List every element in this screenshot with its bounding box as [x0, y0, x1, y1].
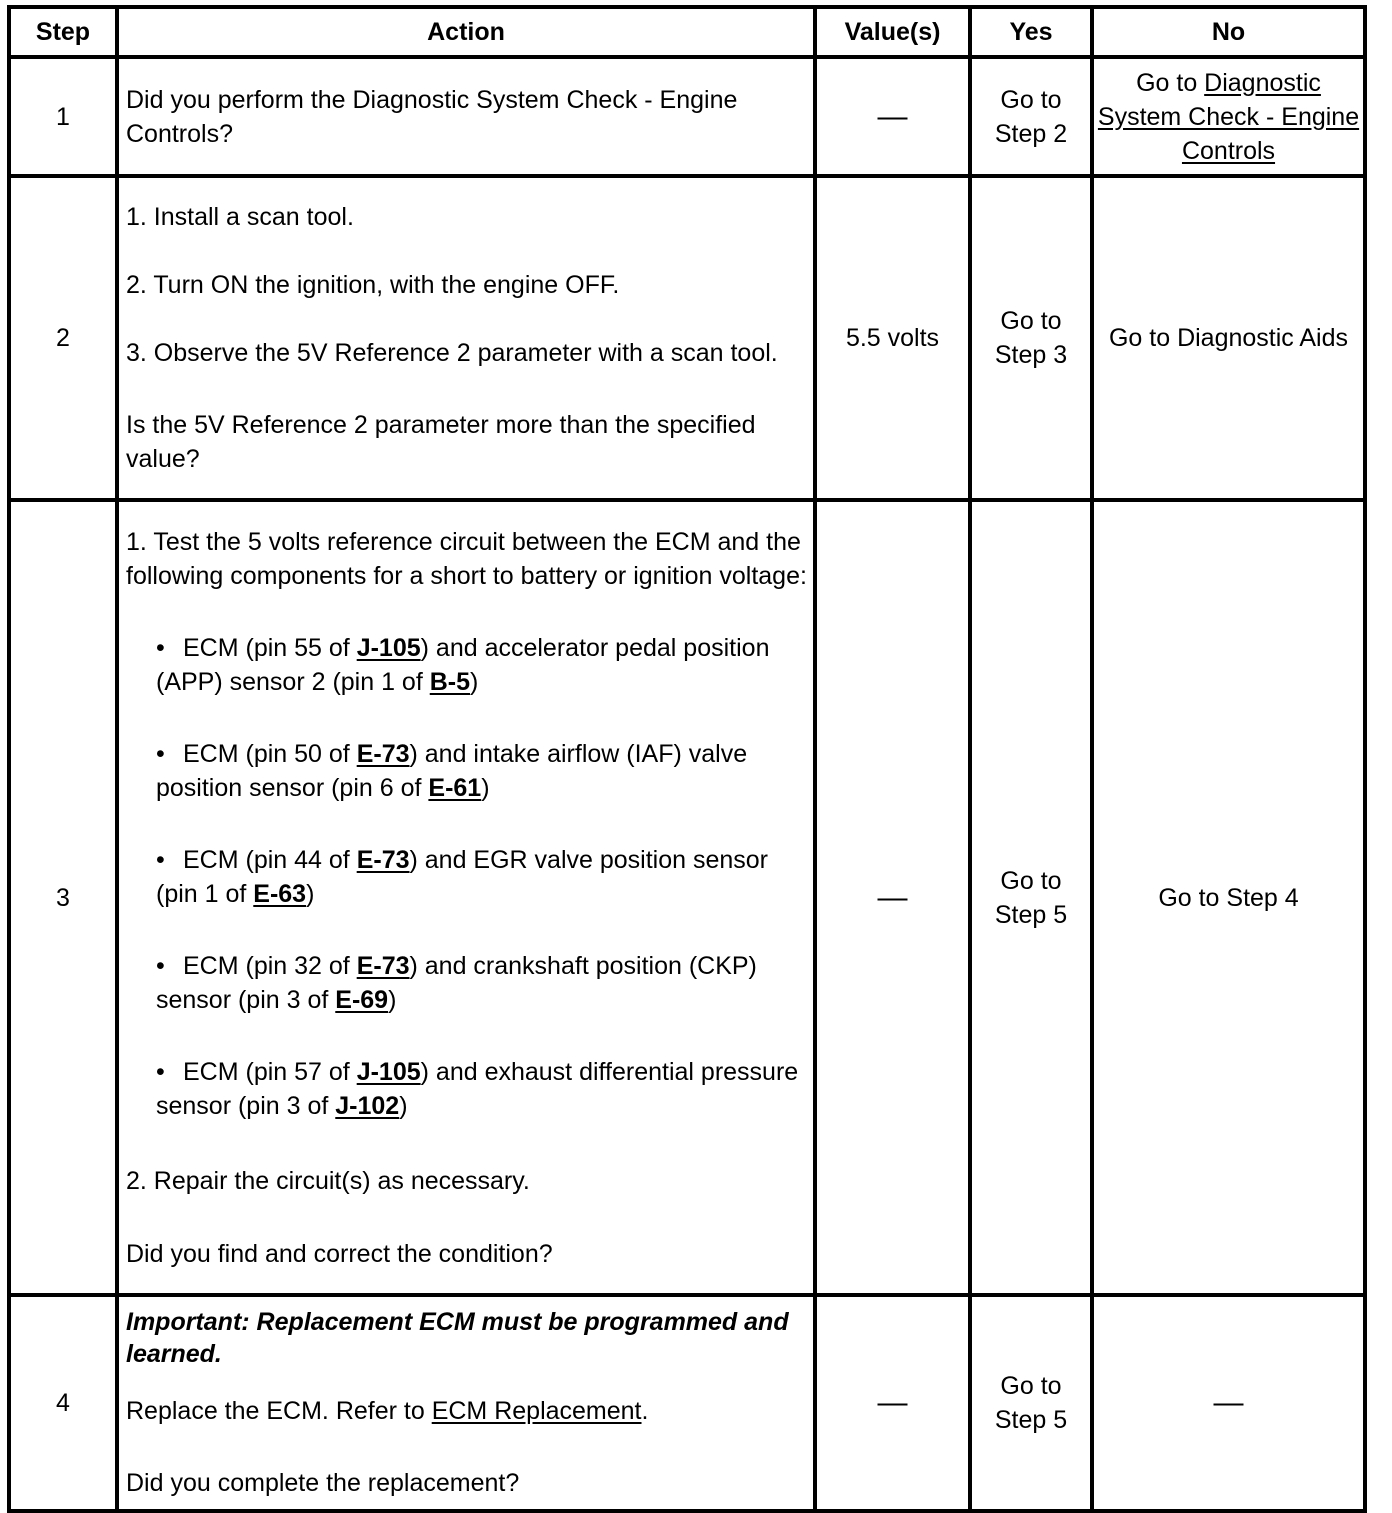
- bullet-dot: •: [156, 633, 165, 662]
- bullet-dot: •: [156, 951, 165, 980]
- header-action: Action: [117, 7, 815, 57]
- yes-cell: Go to Step 5: [970, 500, 1092, 1295]
- instruction-item: 2. Repair the circuit(s) as necessary.: [126, 1166, 530, 1195]
- bullet-text: ) and intake airflow (IAF) valve position sensor (pin 6 of: [156, 739, 748, 802]
- component-bullet: [126, 631, 807, 699]
- value-cell: —: [815, 500, 970, 1295]
- bullet-text: ): [470, 667, 479, 696]
- no-cell: Go to Diagnostic Aids: [1092, 176, 1365, 500]
- bullet-text: ): [481, 773, 490, 802]
- instruction-item: 1. Install a scan tool.: [126, 203, 354, 231]
- action-cell: [117, 176, 815, 500]
- diagnostic-system-check-link[interactable]: Diagnostic System Check - Engine Controls: [1097, 68, 1360, 165]
- bullet-text: ): [388, 985, 397, 1014]
- value-cell: —: [815, 1295, 970, 1511]
- yes-cell: Go to Step 3: [970, 176, 1092, 500]
- component-bullet: [126, 843, 807, 911]
- action-cell: [117, 1295, 815, 1511]
- bullet-text: ECM (pin 57 of: [183, 1057, 357, 1086]
- header-yes: Yes: [970, 7, 1092, 57]
- bullet-text: ECM (pin 55 of: [183, 633, 357, 662]
- connector-link-e73[interactable]: E-73: [356, 845, 410, 874]
- bullet-text: ECM (pin 50 of: [183, 739, 357, 768]
- action-cell: [117, 500, 815, 1295]
- no-cell: Go to Step 4: [1092, 500, 1365, 1295]
- value-cell: —: [815, 57, 970, 176]
- instruction-item: 1. Test the 5 volts reference circuit between the ECM and the following components for a short to battery or ignition voltage:: [126, 527, 807, 590]
- no-prefix: Go to: [1136, 68, 1205, 97]
- connector-link-b5[interactable]: B-5: [429, 667, 471, 696]
- step-number: 3: [9, 500, 117, 1295]
- ecm-replacement-link[interactable]: ECM Replacement: [431, 1397, 642, 1425]
- yes-cell: Go to Step 5: [970, 1295, 1092, 1511]
- component-bullet: [126, 949, 807, 1017]
- connector-link-e73[interactable]: E-73: [356, 739, 410, 768]
- table-row: [9, 57, 1365, 176]
- yes-cell: Go to Step 2: [970, 57, 1092, 176]
- bullet-text: ECM (pin 32 of: [183, 951, 357, 980]
- replace-suffix: .: [641, 1397, 649, 1425]
- bullet-text: ): [399, 1091, 408, 1120]
- connector-link-j105[interactable]: J-105: [356, 1057, 421, 1086]
- bullet-dot: •: [156, 845, 165, 874]
- action-question: Is the 5V Reference 2 parameter more than the specified value?: [126, 411, 756, 473]
- component-bullet: [126, 737, 807, 805]
- important-note: Important: Replacement ECM must be programmed and learned.: [126, 1308, 789, 1368]
- bullet-dot: •: [156, 1057, 165, 1086]
- replace-text: Replace the ECM. Refer to: [126, 1397, 432, 1425]
- step-number: 2: [9, 176, 117, 500]
- value-cell: 5.5 volts: [815, 176, 970, 500]
- no-cell: —: [1092, 1295, 1365, 1511]
- no-cell: [1092, 57, 1365, 176]
- connector-link-e61[interactable]: E-61: [428, 773, 482, 802]
- bullet-text: ECM (pin 44 of: [183, 845, 357, 874]
- instruction-item: 3. Observe the 5V Reference 2 parameter with a scan tool.: [126, 339, 778, 367]
- table-row: [9, 1295, 1365, 1511]
- table-row: [9, 500, 1365, 1295]
- header-row: [9, 7, 1365, 57]
- header-no: No: [1092, 7, 1365, 57]
- step-number: 1: [9, 57, 117, 176]
- bullet-text: ) and EGR valve position sensor (pin 1 of: [156, 845, 769, 908]
- component-bullet: [126, 1055, 807, 1123]
- header-step: Step: [9, 7, 117, 57]
- instruction-item: [126, 1394, 807, 1428]
- bullet-dot: •: [156, 739, 165, 768]
- connector-link-e73[interactable]: E-73: [356, 951, 410, 980]
- action-question: Did you perform the Diagnostic System Check - Engine Controls?: [126, 85, 738, 148]
- instruction-item: 2. Turn ON the ignition, with the engine OFF.: [126, 271, 620, 299]
- connector-link-j105[interactable]: J-105: [356, 633, 421, 662]
- bullet-text: ): [306, 879, 315, 908]
- action-cell: [117, 57, 815, 176]
- header-values: Value(s): [815, 7, 970, 57]
- diagnostic-table: [7, 5, 1367, 1513]
- action-question: Did you complete the replacement?: [126, 1469, 520, 1497]
- step-number: 4: [9, 1295, 117, 1511]
- bullet-text: ) and accelerator pedal position (APP) sensor 2 (pin 1 of: [156, 633, 770, 696]
- connector-link-e63[interactable]: E-63: [253, 879, 307, 908]
- connector-link-e69[interactable]: E-69: [335, 985, 389, 1014]
- action-question: Did you find and correct the condition?: [126, 1239, 553, 1268]
- bullet-text: ) and crankshaft position (CKP) sensor (pin 3 of: [156, 951, 757, 1014]
- connector-link-j102[interactable]: J-102: [335, 1091, 400, 1120]
- table-row: [9, 176, 1365, 500]
- bullet-text: ) and exhaust differential pressure sensor (pin 3 of: [156, 1057, 799, 1120]
